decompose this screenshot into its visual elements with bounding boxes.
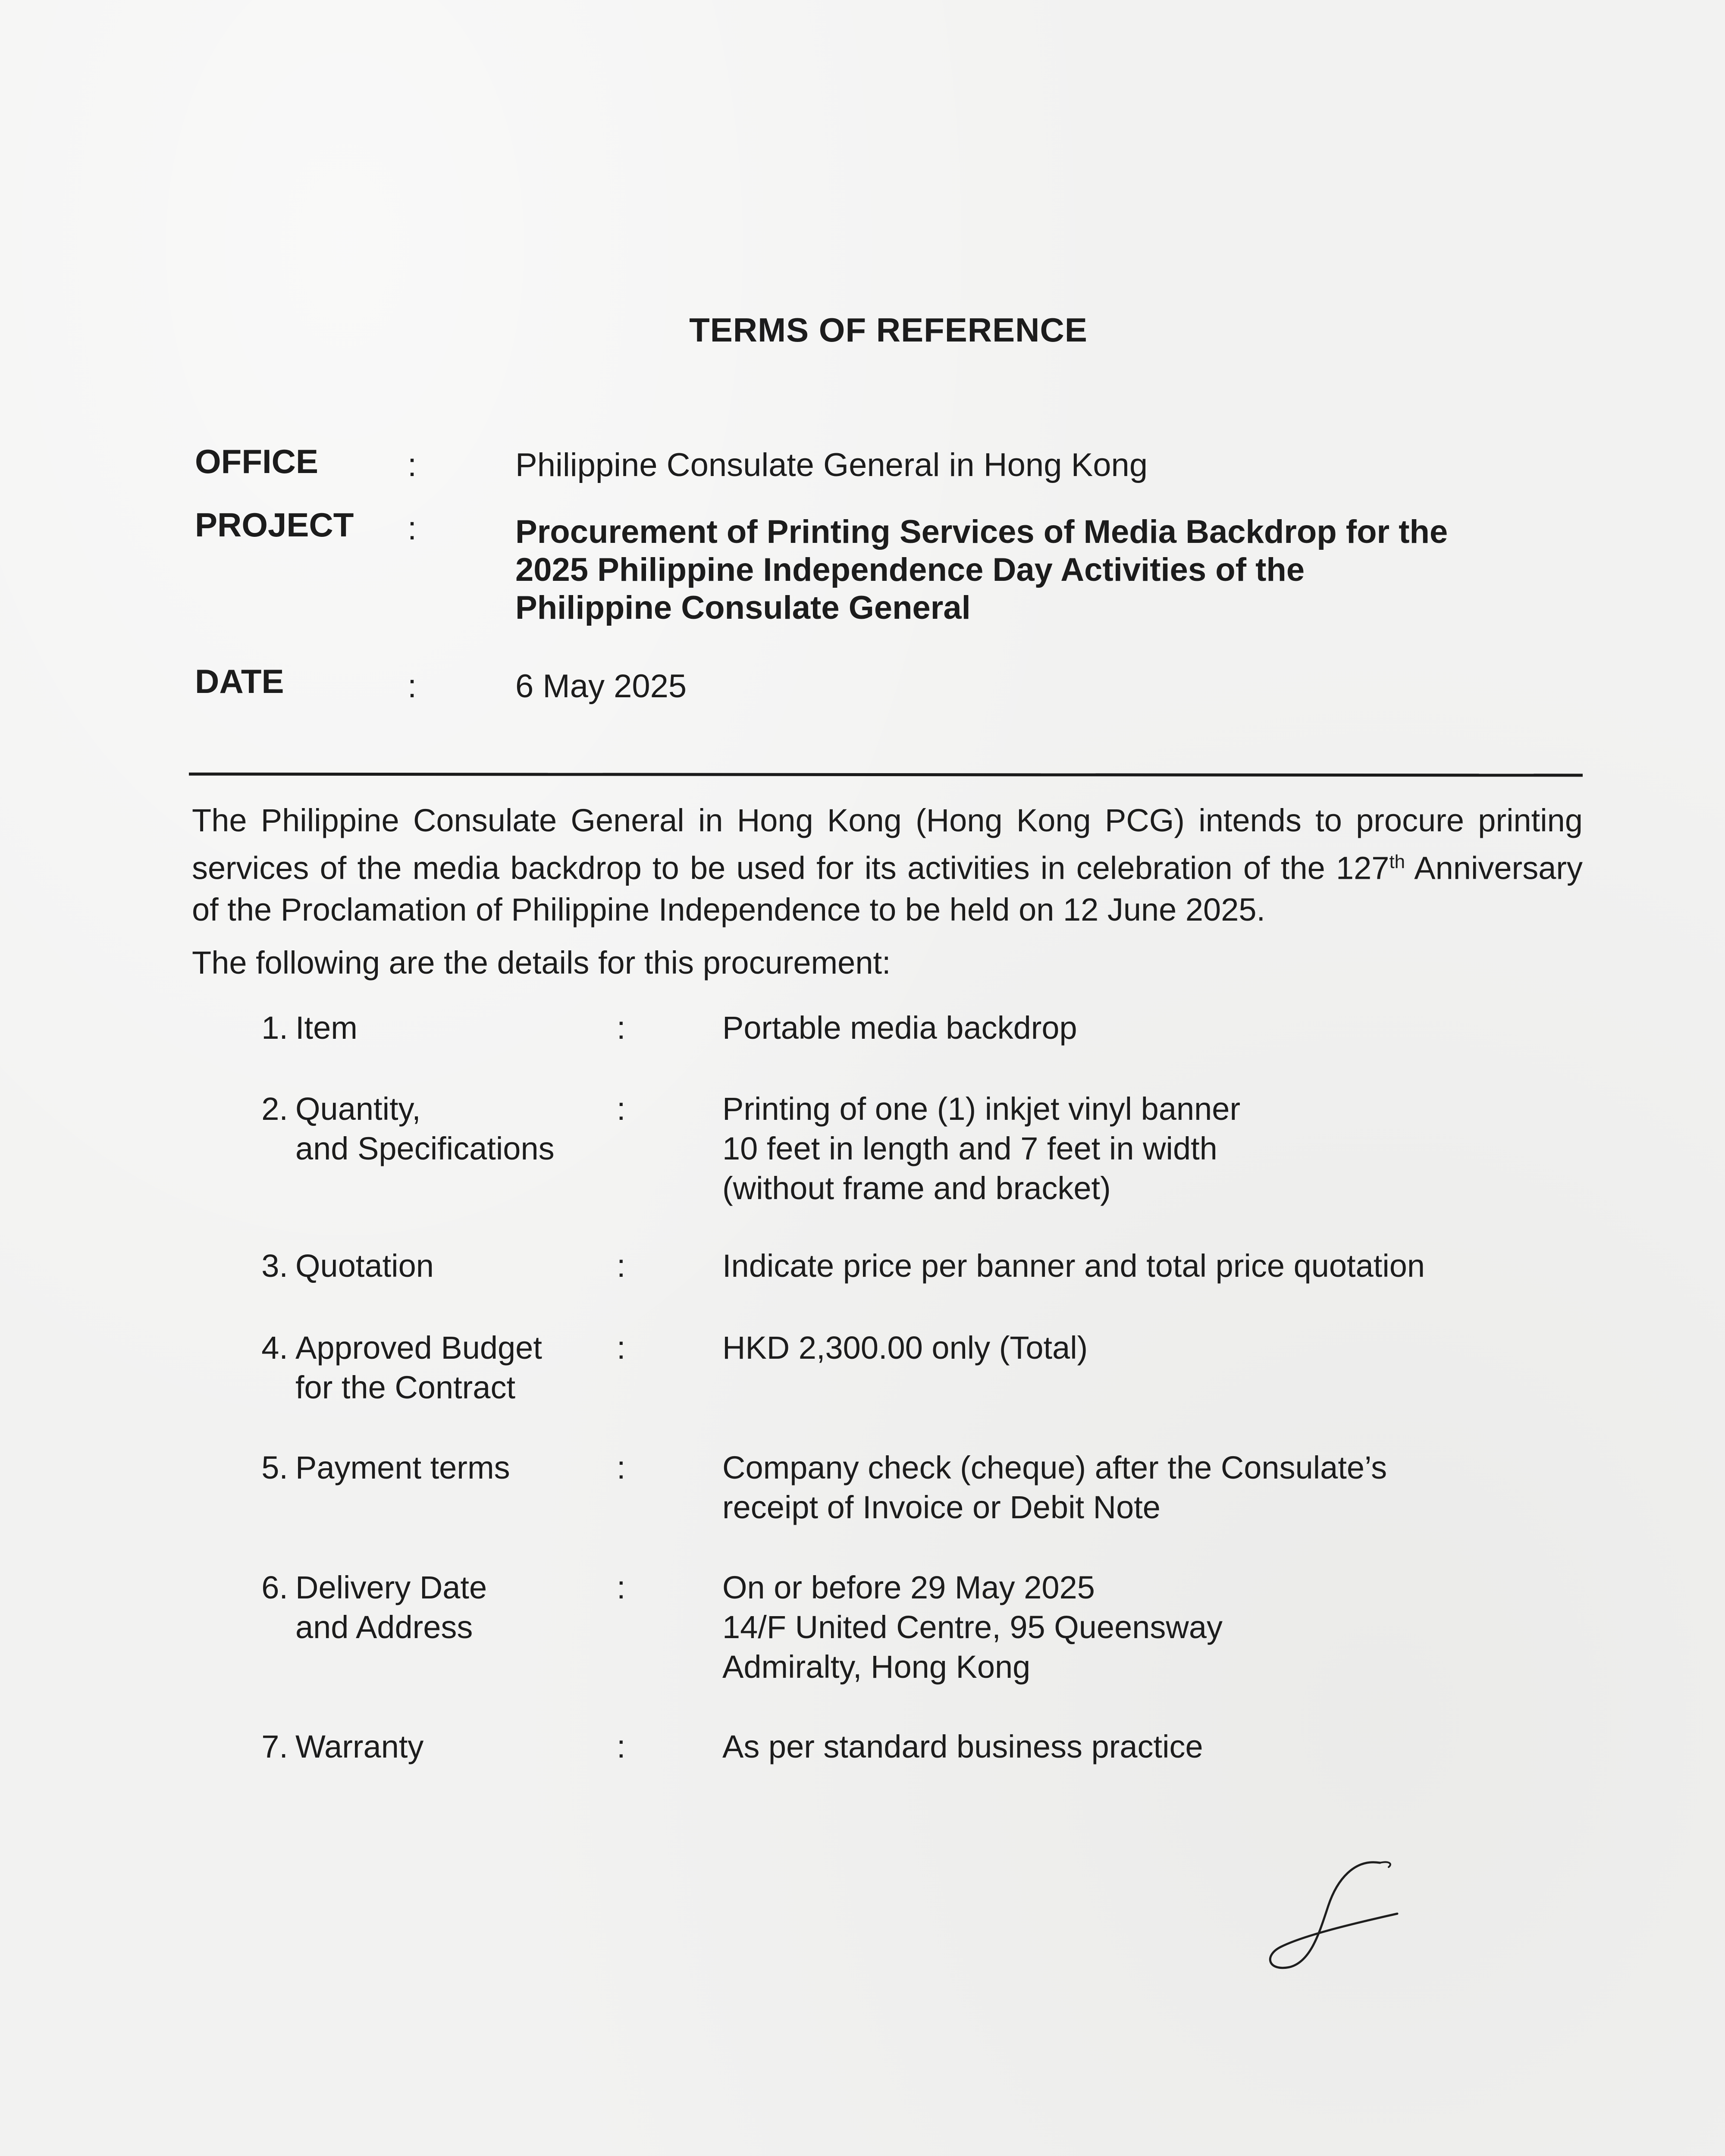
item-label-line: Delivery Date	[295, 1570, 487, 1605]
project-label: PROJECT	[195, 506, 354, 544]
item-value-line: HKD 2,300.00 only (Total)	[722, 1330, 1088, 1366]
document-title: TERMS OF REFERENCE	[689, 311, 1088, 349]
details-lead: The following are the details for this procurement:	[192, 945, 891, 981]
item-number: 1.	[261, 1010, 288, 1046]
item-value-line: Printing of one (1) inkjet vinyl banner	[722, 1091, 1241, 1127]
intro-text: The Philippine Consulate General in Hong Kong (Hong Kong PCG) intends to procure printing services of the media backdrop to be used for its activities in celebration of the 127	[192, 802, 1583, 886]
item-label-line: and Address	[295, 1609, 473, 1645]
item-value	[722, 1568, 1542, 1687]
item-label	[295, 1008, 597, 1048]
item-number: 7.	[261, 1729, 288, 1764]
date-colon: :	[408, 668, 417, 705]
item-value-line: 14/F United Centre, 95 Queensway	[722, 1609, 1223, 1645]
date-value: 6 May 2025	[515, 668, 687, 705]
item-value-line: Admiralty, Hong Kong	[722, 1649, 1031, 1685]
office-value: Philippine Consulate General in Hong Kong	[515, 447, 1148, 483]
signature-initial	[1264, 1854, 1406, 1975]
item-label-line: Item	[295, 1010, 358, 1046]
item-label-line: Quantity,	[295, 1091, 421, 1127]
item-value	[722, 1089, 1542, 1208]
item-label-line: Approved Budget	[295, 1330, 542, 1366]
item-number: 5.	[261, 1450, 288, 1485]
item-label	[295, 1448, 597, 1488]
item-value-line: On or before 29 May 2025	[722, 1570, 1095, 1605]
item-value	[722, 1448, 1542, 1527]
item-number: 2.	[261, 1091, 288, 1127]
item-value	[722, 1727, 1542, 1767]
item-label-line: Payment terms	[295, 1450, 510, 1485]
item-label	[295, 1727, 597, 1767]
item-value-line: (without frame and bracket)	[722, 1170, 1111, 1206]
item-value	[722, 1008, 1542, 1048]
project-line: Procurement of Printing Services of Media Backdrop for the	[515, 514, 1448, 550]
date-label: DATE	[195, 662, 284, 700]
item-label-line: Quotation	[295, 1248, 434, 1284]
item-value-line: Company check (cheque) after the Consulate’s	[722, 1450, 1387, 1485]
item-colon: :	[617, 1570, 626, 1605]
project-colon: :	[408, 510, 417, 547]
item-label-line: and Specifications	[295, 1131, 555, 1166]
item-colon: :	[617, 1010, 626, 1046]
item-label	[295, 1568, 597, 1647]
item-value-line: receipt of Invoice or Debit Note	[722, 1489, 1160, 1525]
item-label	[295, 1089, 597, 1169]
item-colon: :	[617, 1248, 626, 1284]
item-colon: :	[617, 1450, 626, 1485]
item-number: 4.	[261, 1330, 288, 1366]
office-label: OFFICE	[195, 442, 318, 480]
header-divider	[189, 773, 1583, 777]
item-value-line: 10 feet in length and 7 feet in width	[722, 1131, 1217, 1166]
item-value	[722, 1328, 1542, 1368]
item-colon: :	[617, 1091, 626, 1127]
item-value-line: Portable media backdrop	[722, 1010, 1077, 1046]
ordinal-suffix: th	[1389, 851, 1405, 872]
item-label	[295, 1246, 597, 1286]
item-number: 6.	[261, 1570, 288, 1605]
item-number: 3.	[261, 1248, 288, 1284]
item-value-line: As per standard business practice	[722, 1729, 1203, 1764]
item-value	[722, 1246, 1542, 1286]
intro-text-end: Anniversary of the Proclamation of Philippine Independence to be held on 12 June 2025.	[192, 850, 1583, 928]
item-label	[295, 1328, 597, 1407]
item-colon: :	[617, 1729, 626, 1764]
project-value	[515, 513, 1550, 627]
project-line: Philippine Consulate General	[515, 589, 971, 626]
item-value-line: Indicate price per banner and total price quotation	[722, 1248, 1425, 1284]
item-colon: :	[617, 1330, 626, 1366]
item-label-line: Warranty	[295, 1729, 424, 1764]
intro-paragraph	[192, 800, 1583, 931]
project-line: 2025 Philippine Independence Day Activities of the	[515, 552, 1305, 588]
office-colon: :	[408, 447, 417, 483]
item-label-line: for the Contract	[295, 1369, 516, 1405]
